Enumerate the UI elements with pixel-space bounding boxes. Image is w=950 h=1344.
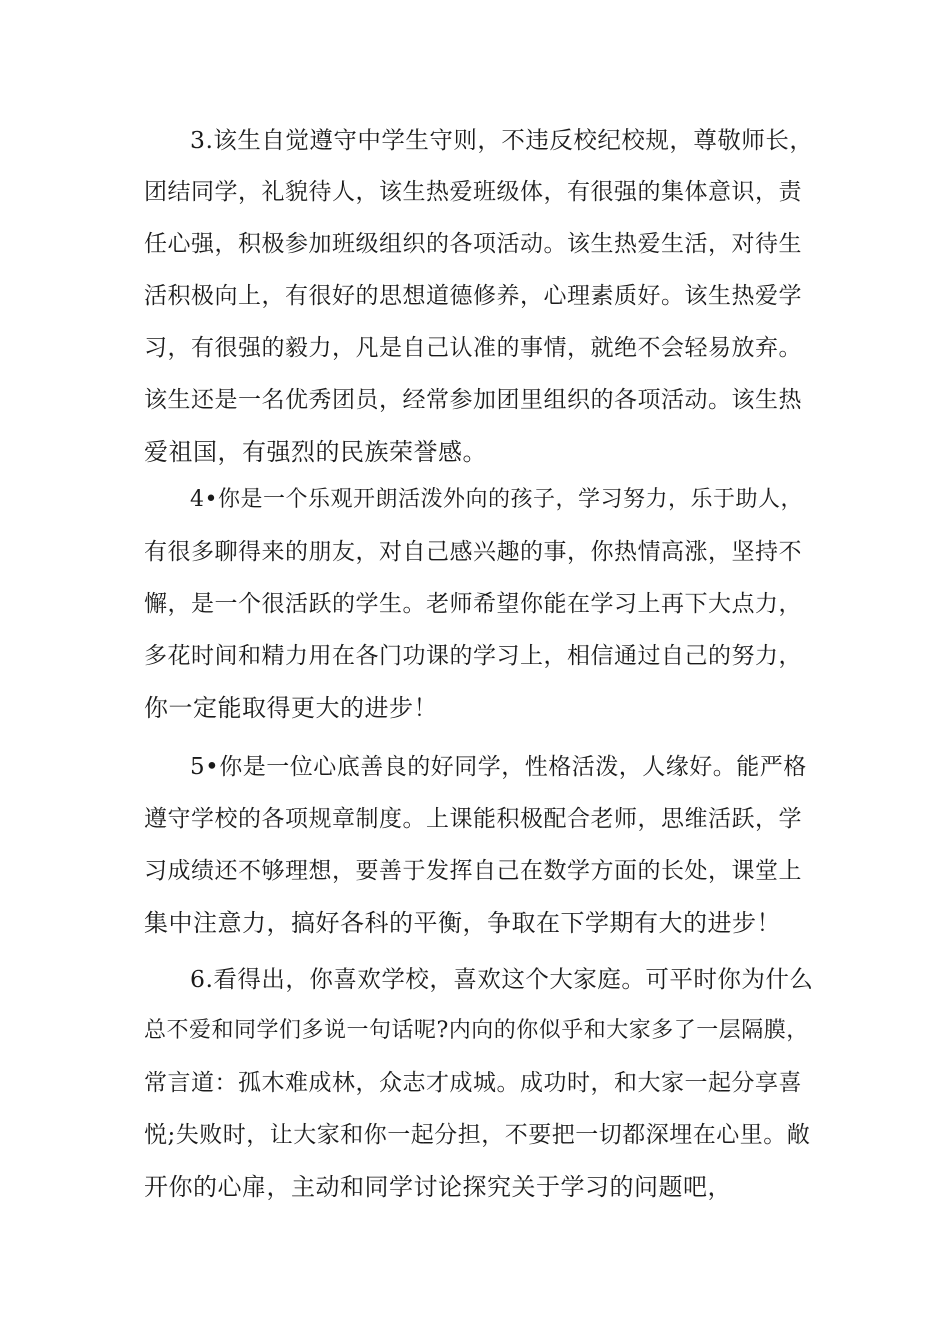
- paragraph-line: 常言道：孤木难成林，众志才成城。成功时，和大家一起分享喜: [144, 1070, 802, 1096]
- paragraph-line: 5•你是一位心底善良的好同学，性格活泼，人缘好。能严格: [190, 754, 807, 780]
- comment-paragraph-3: [144, 114, 814, 478]
- paragraph-line: 总不爱和同学们多说一句话呢?内向的你似乎和大家多了一层隔膜，: [144, 1018, 809, 1043]
- paragraph-line: 有很多聊得来的朋友，对自己感兴趣的事，你热情高涨，坚持不: [144, 539, 802, 565]
- comment-paragraph-6: [144, 953, 814, 1213]
- paragraph-line: 习成绩还不够理想，要善于发挥自己在数学方面的长处，课堂上: [144, 858, 802, 884]
- paragraph-line: 任心强，积极参加班级组织的各项活动。该生热爱生活，对待生: [144, 231, 802, 257]
- paragraph-line: 悦;失败时，让大家和你一起分担，不要把一切都深埋在心里。敞: [144, 1122, 811, 1148]
- paragraph-line: 遵守学校的各项规章制度。上课能积极配合老师，思维活跃，学: [144, 806, 802, 832]
- paragraph-line: 开你的心扉，主动和同学讨论探究关于学习的问题吧，: [144, 1173, 732, 1201]
- paragraph-line: 懈，是一个很活跃的学生。老师希望你能在学习上再下大点力，: [144, 591, 802, 617]
- paragraph-line: 6.看得出，你喜欢学校，喜欢这个大家庭。可平时你为什么: [190, 965, 814, 993]
- paragraph-line: 活积极向上，有很好的思想道德修养，心理素质好。该生热爱学: [144, 283, 802, 309]
- paragraph-line: 多花时间和精力用在各门功课的学习上，相信通过自己的努力，: [144, 643, 802, 669]
- paragraph-line: 3.该生自觉遵守中学生守则，不违反校纪校规，尊敬师长，: [190, 126, 814, 154]
- paragraph-line: 团结同学，礼貌待人，该生热爱班级体，有很强的集体意识，责: [144, 179, 802, 205]
- paragraph-line: 该生还是一名优秀团员，经常参加团里组织的各项活动。该生热: [144, 387, 802, 413]
- paragraph-line: 4•你是一个乐观开朗活泼外向的孩子，学习努力，乐于助人，: [190, 487, 803, 512]
- paragraph-line: 习，有很强的毅力，凡是自己认准的事情，就绝不会轻易放弃。: [144, 335, 802, 361]
- paragraph-line: 集中注意力，搞好各科的平衡，争取在下学期有大的进步！: [144, 909, 781, 937]
- paragraph-line: 你一定能取得更大的进步！: [144, 694, 438, 722]
- paragraph-line: 爱祖国，有强烈的民族荣誉感。: [144, 438, 487, 466]
- comment-paragraph-5: [144, 741, 814, 949]
- comment-paragraph-4: [144, 474, 814, 734]
